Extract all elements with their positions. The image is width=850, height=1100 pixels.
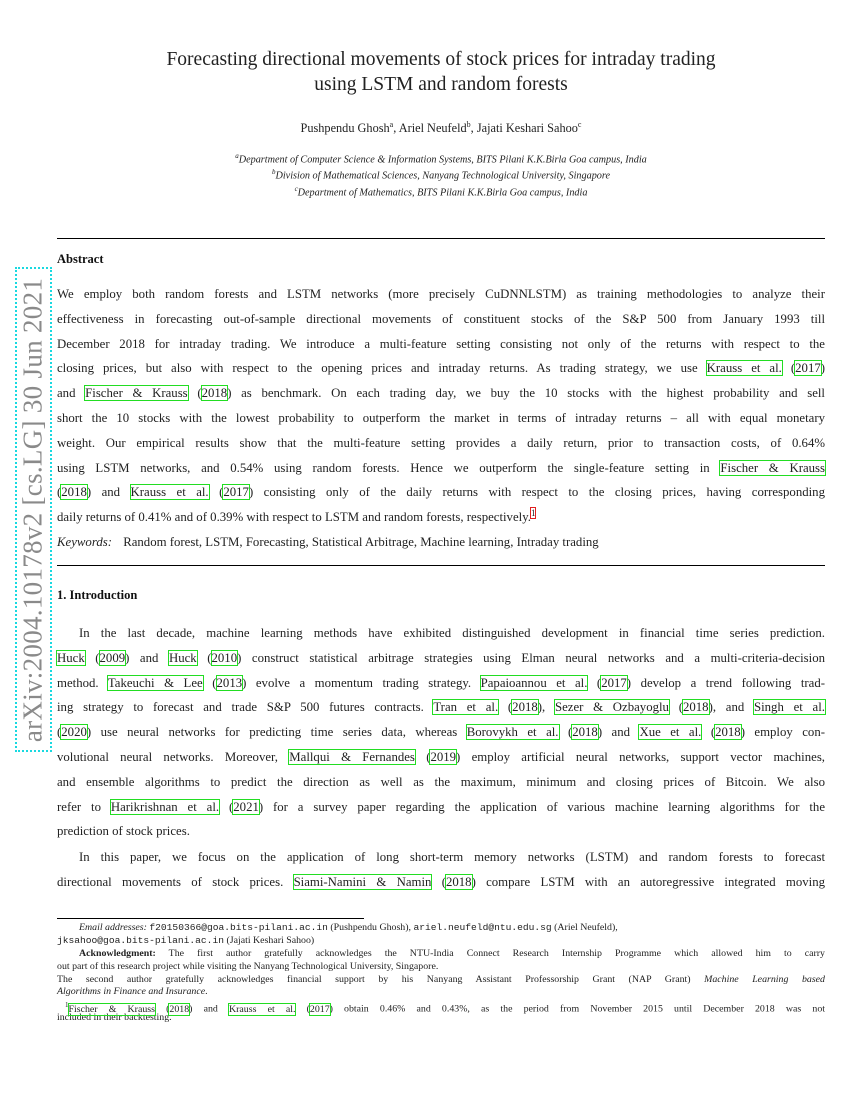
citation-year-link[interactable]: 2017 (309, 1003, 330, 1015)
citation-year-link[interactable]: 2018 (715, 725, 741, 740)
text-line: (2020) use neural networks for predicting time series data, whereas Borovykh et al. (2018) and Xue et al. (2018) employ con- (57, 725, 825, 740)
citation-link[interactable]: Mallqui & Fernandes (289, 749, 415, 764)
citation-link[interactable]: Krauss et al. (130, 485, 209, 500)
citation-link[interactable]: Sezer & Ozbayoglu (554, 700, 669, 715)
citation-year-link[interactable]: 2017 (795, 361, 821, 376)
footnote-ack: The second author gratefully acknowledges financial support by his Nanyang Assistant Professorship Grant (NAP Grant) Machine Learning based (57, 973, 825, 985)
affiliation: $^b$Division of Mathematical Sciences, Nanyang Technological University, Singapore (271, 168, 611, 182)
intro-paragraph-1 (57, 621, 825, 844)
footnote-emails-cont: jksahoo@goa.bits-pilani.ac.in (Jajati Keshari Sahoo) (57, 934, 315, 946)
text-line: prediction of stock prices. (57, 824, 190, 839)
text-line: short the 10 stocks with the lowest probability to outperform the market in terms of intraday returns – all with equal monetary (57, 410, 825, 425)
text-line: and ensemble algorithms to predict the direction as well as the maximum, minimum and closing prices of Bitcoin. We also (57, 774, 825, 789)
affiliation-list (0, 150, 850, 199)
email-link[interactable]: jksahoo@goa.bits-pilani.ac.in (57, 934, 224, 946)
affil-mark: a (389, 120, 394, 129)
arxiv-stamp-text: arXiv:2004.10178v2 [cs.LG] 30 Jun 2021 (17, 277, 48, 743)
citation-year-link[interactable]: 2013 (216, 675, 243, 690)
citation-link[interactable]: Krauss et al. (706, 361, 782, 376)
author-name: Ariel Neufeld (398, 121, 467, 136)
paper-title (0, 47, 850, 97)
citation-link[interactable]: Fischer & Krauss (68, 1003, 155, 1015)
author-name: Jajati Keshari Sahoo (476, 121, 578, 136)
citation-link[interactable]: Papaioannou et al. (480, 675, 588, 690)
keywords-label: Keywords: (57, 535, 112, 549)
footnotes (57, 922, 825, 1025)
citation-link[interactable]: Huck (168, 650, 197, 665)
text-line: December 2018 for intraday trading. We introduce a multi-feature setting consisting not only of the returns with respect to the (57, 336, 825, 351)
citation-year-link[interactable]: 2017 (601, 675, 627, 690)
email-link[interactable]: ariel.neufeld@ntu.edu.sg (413, 922, 552, 933)
footnote-ack: Algorithms in Finance and Insurance. (57, 986, 208, 998)
footnote-emails: Email addresses: f20150366@goa.bits-pilani.ac.in (Pushpendu Ghosh), ariel.neufeld@ntu.edu.sg (Ariel Neufeld), (79, 922, 618, 933)
citation-link[interactable]: Siami-Namini & Namin (293, 874, 432, 889)
text-line: (2018) and Krauss et al. (2017) consisting only of the daily returns with respect to the closing prices, having corresponding (57, 485, 825, 500)
citation-year-link[interactable]: 2010 (211, 650, 238, 665)
abstract-top-rule (57, 238, 825, 239)
text-line: directional movements of stock prices. Siami-Namini & Namin (2018) compare LSTM with an autoregressive integrated moving (57, 874, 825, 889)
text-line: daily returns of 0.41% and of 0.39% with respect to LSTM and random forests, respectively.$^1$ (57, 507, 536, 525)
citation-link[interactable]: Huck (57, 650, 85, 665)
citation-year-link[interactable]: 2018 (61, 485, 87, 500)
affil-mark: b (466, 120, 471, 129)
text-line: Huck (2009) and Huck (2010) construct statistical arbitrage strategies using Elman neural networks and a multi-criteria-decision (57, 650, 825, 665)
affiliation: $^c$Department of Mathematics, BITS Pilani K.K.Birla Goa campus, India (294, 184, 588, 199)
citation-year-link[interactable]: 2018 (169, 1003, 190, 1015)
footnote-ack: out part of this research project while visiting the Nanyang Technological University, Singapore. (57, 960, 439, 972)
affil-mark: c (577, 120, 582, 129)
citation-year-link[interactable]: 2009 (99, 650, 126, 665)
citation-link[interactable]: Singh et al. (753, 700, 825, 715)
author-name: Pushpendu Ghosh (300, 121, 390, 136)
author-list: Pushpendu Ghosh$^a$, Ariel Neufeld$^b$, Jajati Keshari Sahoo$^c$ (300, 120, 582, 136)
email-link[interactable]: f20150366@goa.bits-pilani.ac.in (149, 922, 328, 933)
keywords-text: Random forest, LSTM, Forecasting, Statistical Arbitrage, Machine learning, Intraday trading (123, 535, 599, 549)
citation-year-link[interactable]: 2018 (572, 725, 598, 740)
citation-link[interactable]: Fischer & Krauss (720, 460, 825, 475)
text-line: In the last decade, machine learning methods have exhibited distinguished development in financial time series prediction. (79, 626, 825, 640)
citation-year-link[interactable]: 2018 (512, 700, 538, 715)
text-line: We employ both random forests and LSTM networks (more precisely CuDNNLSTM) as training methodologies to analyze their (57, 287, 825, 301)
citation-year-link[interactable]: 2019 (430, 749, 457, 764)
text-line: effectiveness in forecasting out-of-sample directional movements of constituent stocks of the S&P 500 from January 1993 till (57, 311, 825, 326)
text-line: method. Takeuchi & Lee (2013) evolve a momentum trading strategy. Papaioannou et al. (2017) develop a trend following trad- (57, 675, 825, 690)
text-line: volutional neural networks. Moreover, Mallqui & Fernandes (2019) employ artificial neural networks, support vector machines, (57, 749, 825, 764)
title-line-2: using LSTM and random forests (314, 74, 568, 95)
citation-year-link[interactable]: 2018 (682, 700, 709, 715)
footnote-mark: 1 (65, 1001, 69, 1010)
footnote-ack: Acknowledgment: The first author gratefully acknowledges the NTU-India Connect Research Internship Programme which allowed him to carry (79, 947, 825, 959)
footnote-link[interactable]: 1 (530, 507, 536, 518)
abstract-body (57, 282, 825, 530)
text-line: weight. Our empirical results show that the multi-feature setting provides a daily return, prior to transaction costs, of 0.64% (57, 435, 825, 450)
citation-link[interactable]: Xue et al. (639, 725, 702, 740)
section-heading-introduction: 1. Introduction (57, 588, 138, 602)
citation-year-link[interactable]: 2018 (201, 386, 228, 401)
citation-year-link[interactable]: 2020 (61, 725, 87, 740)
text-line: closing prices, but also with respect to the opening prices and intraday returns. As trading strategy, we use Krauss et al. (2017) (57, 361, 825, 376)
citation-year-link[interactable]: 2017 (223, 485, 249, 500)
citation-year-link[interactable]: 2021 (233, 799, 259, 814)
footnote-1: $^1$Fischer & Krauss (2018) and Krauss et al. (2017) obtain 0.46% and 0.43%, as the period from November 2015 until December 2018 was not (65, 1001, 826, 1015)
footnote-rule (57, 918, 364, 919)
title-line-1: Forecasting directional movements of stock prices for intraday trading (166, 49, 716, 70)
citation-link[interactable]: Borovykh et al. (466, 725, 559, 740)
citation-year-link[interactable]: 2018 (445, 874, 472, 889)
citation-link[interactable]: Harikrishnan et al. (110, 799, 220, 814)
citation-link[interactable]: Fischer & Krauss (85, 386, 188, 401)
text-line: refer to Harikrishnan et al. (2021) for a survey paper regarding the application of various machine learning algorithms for the (57, 799, 825, 814)
affiliation: $^a$Department of Computer Science & Information Systems, BITS Pilani K.K.Birla Goa campus, India (235, 152, 647, 166)
intro-paragraph-2 (57, 845, 825, 895)
text-line: ing strategy to forecast and trade S&P 500 futures contracts. Tran et al. (2018), Sezer & Ozbayoglu (2018), and Singh et al. (57, 700, 825, 715)
text-line: and Fischer & Krauss (2018) as benchmark. On each trading day, we buy the 10 stocks with the highest probability and sell (57, 386, 825, 401)
citation-link[interactable]: Krauss et al. (229, 1003, 296, 1015)
citation-link[interactable]: Takeuchi & Lee (107, 675, 203, 690)
text-line: In this paper, we focus on the application of long short-term memory networks (LSTM) and random forests to forecast (79, 850, 825, 864)
keywords (57, 535, 599, 550)
text-line: using LSTM networks, and 0.54% using random forests. Hence we outperform the single-feature setting in Fischer & Krauss (57, 460, 825, 475)
footnote-1-cont: included in their backtesting. (57, 1012, 172, 1024)
abstract-bottom-rule (57, 565, 825, 566)
citation-link[interactable]: Tran et al. (433, 700, 499, 715)
abstract-heading: Abstract (57, 252, 104, 266)
